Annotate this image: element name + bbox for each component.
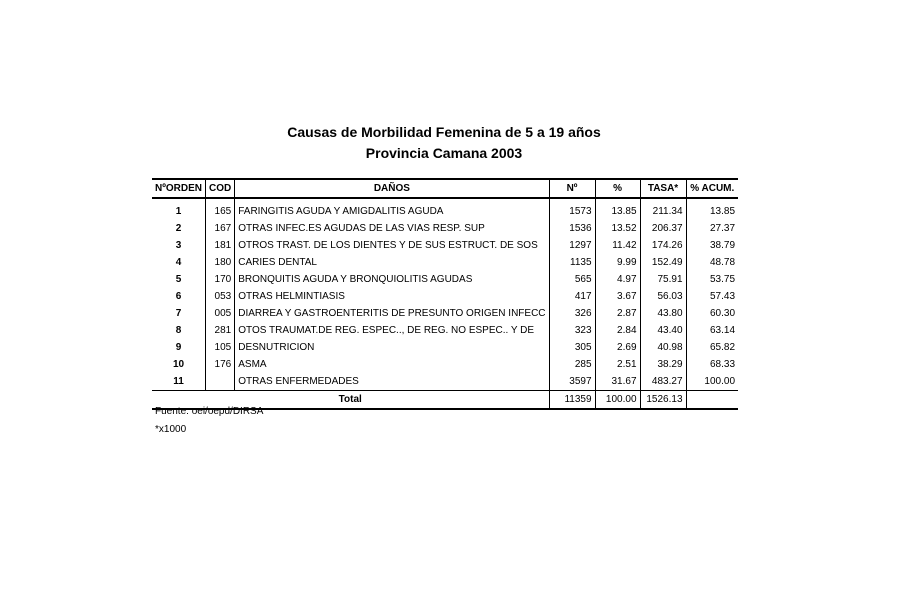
cell-acum: 100.00: [686, 373, 738, 391]
cell-acum: 53.75: [686, 271, 738, 288]
table-row: [152, 322, 738, 339]
cell-cod: 005: [206, 305, 235, 322]
cell-tasa: 211.34: [640, 198, 686, 220]
cell-n: 417: [549, 288, 595, 305]
table-row: [152, 220, 738, 237]
cell-n: 565: [549, 271, 595, 288]
cell-orden: 10: [172, 359, 185, 370]
header-pct: %: [595, 179, 640, 198]
cell-orden: 6: [175, 291, 182, 302]
morbidity-table: [152, 178, 738, 410]
cell-tasa: 43.80: [640, 305, 686, 322]
cell-danos: FARINGITIS AGUDA Y AMIGDALITIS AGUDA: [235, 198, 549, 220]
cell-tasa: 152.49: [640, 254, 686, 271]
cell-n: 1573: [549, 198, 595, 220]
cell-pct: 3.67: [595, 288, 640, 305]
cell-danos: OTOS TRAUMAT.DE REG. ESPEC.., DE REG. NO ESPEC.. Y DE: [235, 322, 549, 339]
cell-tasa: 174.26: [640, 237, 686, 254]
cell-danos: DESNUTRICION: [235, 339, 549, 356]
cell-danos: OTRAS INFEC.ES AGUDAS DE LAS VIAS RESP. SUP: [235, 220, 549, 237]
cell-acum: 68.33: [686, 356, 738, 373]
cell-cod: 165: [206, 198, 235, 220]
cell-acum: 57.43: [686, 288, 738, 305]
cell-tasa: 483.27: [640, 373, 686, 391]
cell-acum: 27.37: [686, 220, 738, 237]
cell-orden: 3: [175, 240, 182, 251]
cell-n: 3597: [549, 373, 595, 391]
table-row: [152, 198, 738, 220]
table-row: [152, 254, 738, 271]
cell-acum: 60.30: [686, 305, 738, 322]
total-pct: 100.00: [595, 391, 640, 410]
cell-tasa: 43.40: [640, 322, 686, 339]
cell-cod: 180: [206, 254, 235, 271]
cell-tasa: 38.29: [640, 356, 686, 373]
cell-orden: 2: [175, 223, 182, 234]
total-n: 11359: [549, 391, 595, 410]
table-row: [152, 339, 738, 356]
cell-n: 305: [549, 339, 595, 356]
total-tasa: 1526.13: [640, 391, 686, 410]
cell-cod: 181: [206, 237, 235, 254]
cell-pct: 13.52: [595, 220, 640, 237]
header-cod: COD: [206, 179, 235, 198]
table-row: [152, 305, 738, 322]
table-row: [152, 271, 738, 288]
cell-orden: 7: [175, 308, 182, 319]
cell-orden: 4: [175, 257, 182, 268]
cell-cod: [206, 373, 235, 391]
cell-acum: 65.82: [686, 339, 738, 356]
cell-tasa: 206.37: [640, 220, 686, 237]
cell-pct: 2.69: [595, 339, 640, 356]
title-line-2: Provincia Camana 2003: [365, 145, 523, 161]
source-note: Fuente: oei/oepd/DIRSA: [155, 406, 264, 417]
cell-cod: 170: [206, 271, 235, 288]
table-row: [152, 288, 738, 305]
cell-cod: 167: [206, 220, 235, 237]
table-row: [152, 237, 738, 254]
cell-pct: 2.84: [595, 322, 640, 339]
cell-pct: 9.99: [595, 254, 640, 271]
cell-pct: 13.85: [595, 198, 640, 220]
header-n: Nº: [549, 179, 595, 198]
cell-danos: OTRAS ENFERMEDADES: [235, 373, 549, 391]
cell-danos: ASMA: [235, 356, 549, 373]
header-danos: DAÑOS: [235, 179, 549, 198]
cell-tasa: 75.91: [640, 271, 686, 288]
cell-orden: 11: [173, 376, 184, 387]
cell-acum: 63.14: [686, 322, 738, 339]
cell-n: 1135: [549, 254, 595, 271]
cell-pct: 4.97: [595, 271, 640, 288]
rate-note: *x1000: [155, 424, 187, 435]
cell-tasa: 40.98: [640, 339, 686, 356]
cell-acum: 13.85: [686, 198, 738, 220]
cell-danos: CARIES DENTAL: [235, 254, 549, 271]
title-line-1: Causas de Morbilidad Femenina de 5 a 19 años: [287, 124, 601, 140]
cell-pct: 31.67: [595, 373, 640, 391]
cell-cod: 281: [206, 322, 235, 339]
cell-orden: 8: [175, 325, 182, 336]
cell-cod: 176: [206, 356, 235, 373]
header-orden: NºORDEN: [152, 179, 206, 198]
cell-n: 1297: [549, 237, 595, 254]
cell-acum: 48.78: [686, 254, 738, 271]
total-label: Total: [152, 391, 549, 410]
cell-tasa: 56.03: [640, 288, 686, 305]
table-row: [152, 373, 738, 391]
total-acum: [686, 391, 738, 410]
cell-orden: 1: [175, 206, 182, 217]
cell-orden: 9: [175, 342, 182, 353]
cell-n: 326: [549, 305, 595, 322]
cell-n: 323: [549, 322, 595, 339]
cell-acum: 38.79: [686, 237, 738, 254]
cell-danos: DIARREA Y GASTROENTERITIS DE PRESUNTO ORIGEN INFECC: [235, 305, 549, 322]
cell-pct: 2.51: [595, 356, 640, 373]
cell-n: 1536: [549, 220, 595, 237]
table-row: [152, 356, 738, 373]
header-acum: % ACUM.: [686, 179, 738, 198]
cell-danos: OTRAS HELMINTIASIS: [235, 288, 549, 305]
cell-danos: BRONQUITIS AGUDA Y BRONQUIOLITIS AGUDAS: [235, 271, 549, 288]
cell-cod: 105: [206, 339, 235, 356]
cell-pct: 11.42: [595, 237, 640, 254]
cell-orden: 5: [175, 274, 182, 285]
cell-pct: 2.87: [595, 305, 640, 322]
header-tasa: TASA*: [640, 179, 686, 198]
cell-cod: 053: [206, 288, 235, 305]
cell-n: 285: [549, 356, 595, 373]
cell-danos: OTROS TRAST. DE LOS DIENTES Y DE SUS ESTRUCT. DE SOS: [235, 237, 549, 254]
table-header-row: [152, 179, 738, 198]
